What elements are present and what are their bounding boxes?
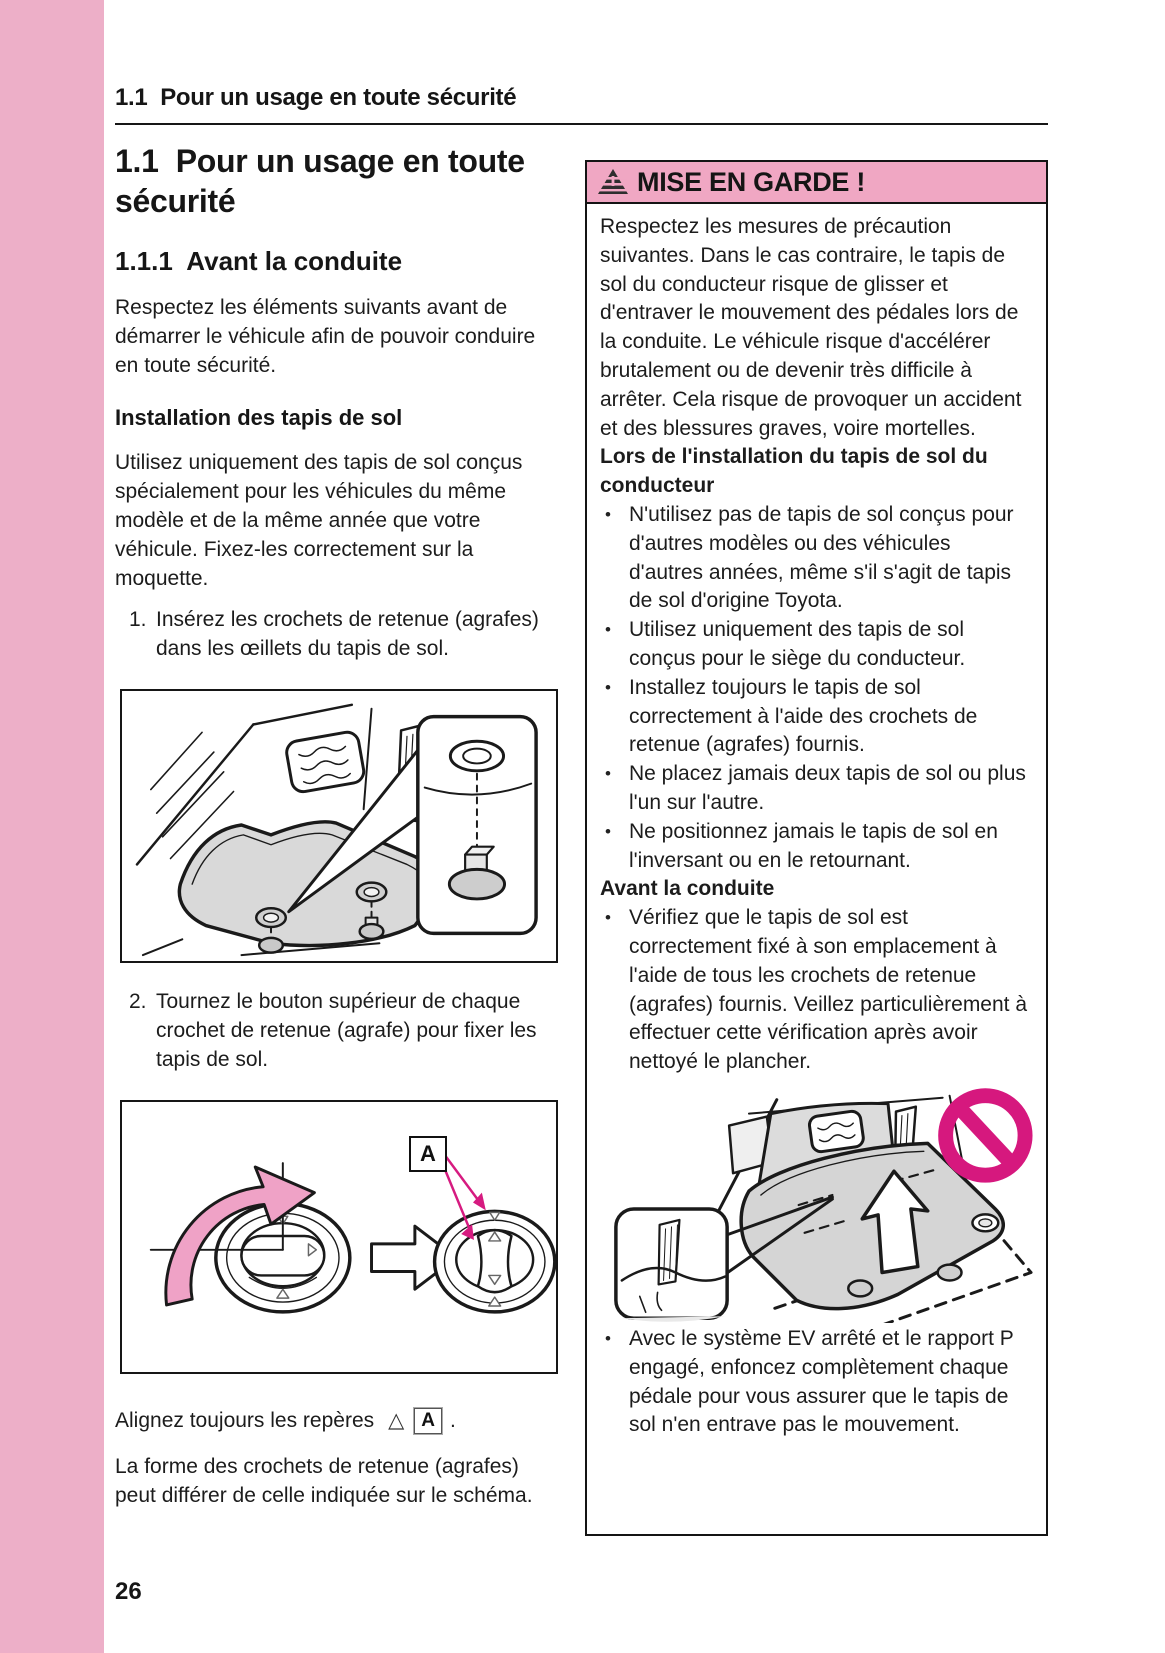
step-1: [115, 605, 542, 663]
figure-knob-rotation: [120, 1100, 558, 1374]
section-heading: 1.1.1 Avant la conduite: [115, 246, 403, 276]
note-paragraph: La forme des crochets de retenue (agrafes) peut différer de celle indiquée sur le schéma.: [115, 1455, 533, 1507]
running-header: 1.1 Pour un usage en toute sécurité: [115, 84, 1048, 125]
warning-bullet: [600, 1325, 1033, 1440]
prohibited-mat-illustration: [600, 1083, 1037, 1323]
step-2: [115, 987, 542, 1074]
warning-bullet-text: Ne positionnez jamais le tapis de sol en l'inversant ou en le retournant.: [629, 819, 998, 872]
page-title: 1.1 Pour un usage en toute sécurité: [115, 143, 534, 219]
step-2-text: Tournez le bouton supérieur de chaque crochet de retenue (agrafe) pour fixer les tapis de sol.: [156, 990, 537, 1071]
knob-label-a: A: [409, 1136, 447, 1172]
warning-triangle-icon: [597, 168, 629, 196]
bullet-icon: •: [605, 504, 611, 524]
warning-bullet-text: Utilisez uniquement des tapis de sol conçus pour le siège du conducteur.: [629, 618, 966, 670]
align-marks-line: [115, 1406, 542, 1436]
knob-illustration: [122, 1102, 556, 1372]
subheading-installation: Installation des tapis de sol: [115, 405, 403, 430]
warning-bullet: [600, 616, 1033, 674]
step-1-text: Insérez les crochets de retenue (agrafes) dans les œillets du tapis de sol.: [156, 608, 539, 660]
step-1-number: 1.: [129, 608, 147, 631]
warning-bullet-text: Vérifiez que le tapis de sol est correctement fixé à son emplacement à l'aide de tous les crochets de retenue (agrafes) fournis. Veillez particulièrement à effectuer cette vérification après avoir nettoyé le plancher.: [629, 906, 1028, 1074]
warning-title: MISE EN GARDE !: [637, 166, 866, 197]
bullet-icon: •: [605, 1328, 611, 1348]
warning-header: [587, 162, 1046, 204]
warning-bullet-text: Installez toujours le tapis de sol correctement à l'aide des crochets de retenue (agrafes) fournis.: [629, 675, 978, 757]
left-column: [115, 141, 542, 1510]
label-a-inline: A: [414, 1408, 442, 1434]
bullet-icon: •: [605, 821, 611, 841]
warning-box: [585, 160, 1048, 1536]
warning-subhead-2: Avant la conduite: [600, 877, 775, 901]
align-suffix: .: [450, 1409, 456, 1432]
warning-body: [587, 204, 1046, 1440]
align-prefix: Alignez toujours les repères: [115, 1409, 375, 1432]
warning-bullet: [600, 904, 1033, 1077]
footwell-illustration: [122, 691, 556, 961]
warning-bullet-text: Avec le système EV arrêté et le rapport P engagé, enfoncez complètement chaque pédale pour vous assurer que le tapis de sol n'en entrave pas le mouvement.: [629, 1326, 1014, 1437]
installation-paragraph: Utilisez uniquement des tapis de sol conçus spécialement pour les véhicules du même modèle et de la même année que votre véhicule. Fixez-les correctement sur la moquette.: [115, 451, 523, 590]
warning-bullet: [600, 818, 1033, 876]
intro-paragraph: Respectez les éléments suivants avant de démarrer le véhicule afin de pouvoir conduire en toute sécurité.: [115, 296, 536, 377]
bullet-icon: •: [605, 908, 611, 928]
bullet-icon: •: [605, 764, 611, 784]
bullet-icon: •: [605, 620, 611, 640]
warning-bullet-text: Ne placez jamais deux tapis de sol ou plus l'un sur l'autre.: [629, 762, 1026, 814]
figure-mat-prohibited: [600, 1083, 1037, 1323]
step-2-number: 2.: [129, 990, 147, 1013]
bullet-icon: •: [605, 677, 611, 697]
warning-intro: Respectez les mesures de précaution suivantes. Dans le cas contraire, le tapis de sol du conducteur risque de glisser et d'entraver le mouvement des pédales lors de la conduite. Le véhicule risque d'accélérer brutalement ou de devenir très difficile à arrêter. Cela risque de provoquer un accident et des blessures graves, voire mortelles.: [600, 215, 1022, 440]
warning-bullet-text: N'utilisez pas de tapis de sol conçus pour d'autres modèles ou des véhicules d'autres années, même s'il s'agit de tapis de sol d'origine Toyota.: [629, 502, 1014, 613]
warning-bullet: [600, 760, 1033, 818]
figure-mat-hooks: [120, 689, 558, 963]
triangle-mark-icon: △: [388, 1409, 405, 1432]
warning-bullet: [600, 501, 1033, 616]
pink-edge-band: [0, 0, 104, 1653]
warning-subhead-1: Lors de l'installation du tapis de sol du conducteur: [600, 445, 988, 498]
page-number: 26: [115, 1578, 142, 1605]
warning-bullet: [600, 674, 1033, 760]
